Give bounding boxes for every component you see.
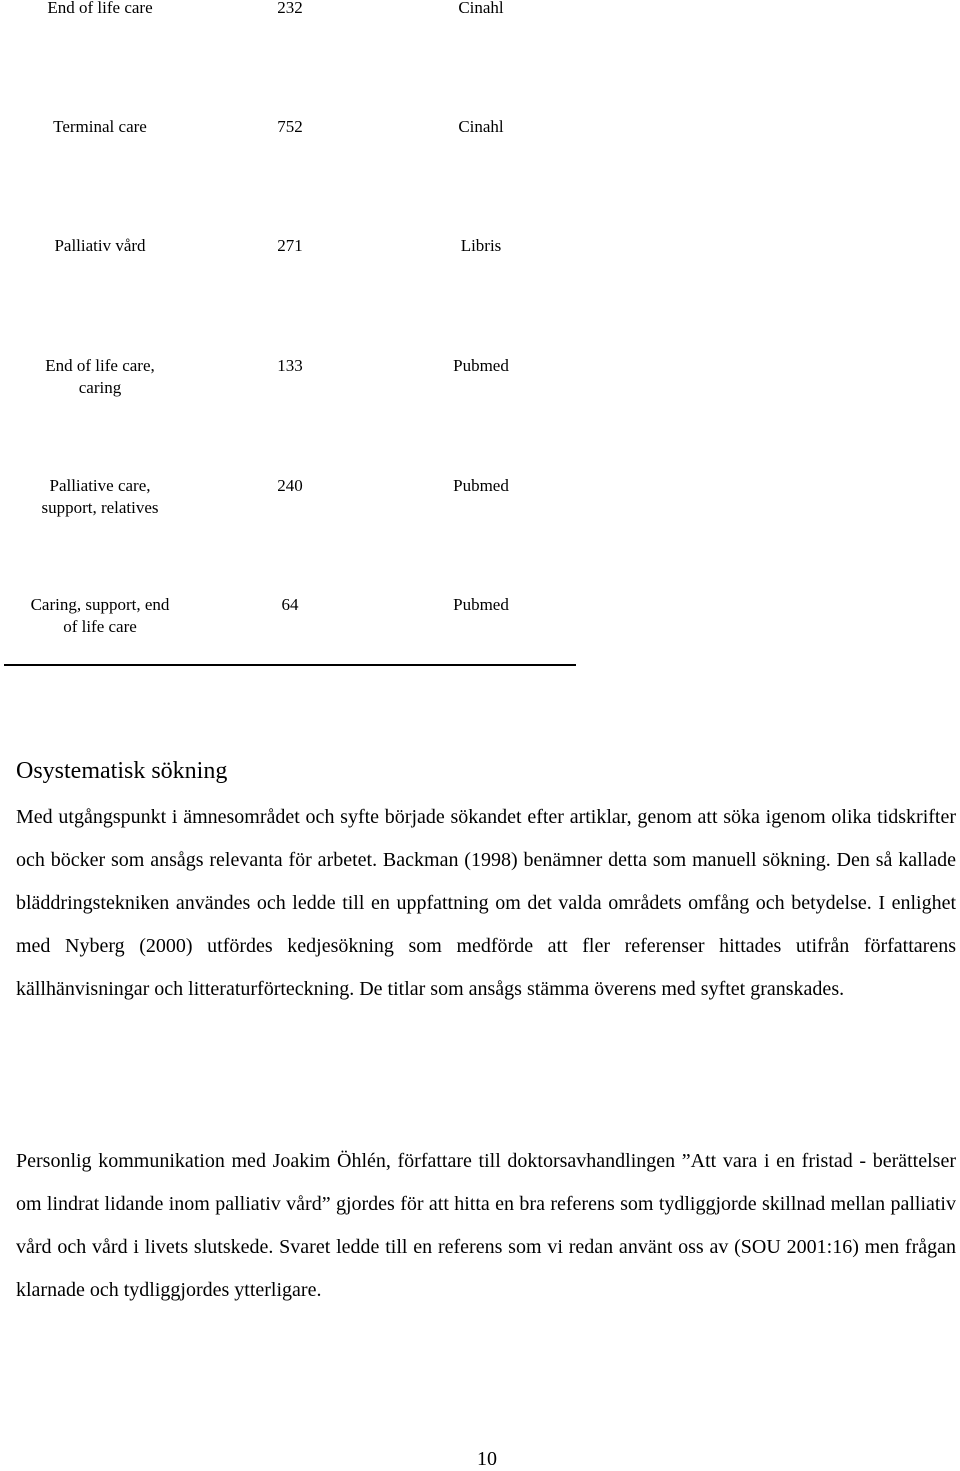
search-term-cell: Palliative care, support, relatives [41, 476, 159, 517]
database-cell: Pubmed [453, 476, 509, 495]
database-cell: Cinahl [458, 117, 504, 136]
database-cell: Libris [460, 236, 502, 255]
database-cell: Pubmed [453, 356, 509, 375]
search-term-cell: End of life care [47, 0, 153, 17]
database-cell: Pubmed [453, 595, 509, 614]
section-heading: Osystematisk sökning [16, 758, 228, 784]
hit-count-cell: 133 [277, 356, 303, 375]
hit-count-cell: 240 [277, 476, 303, 495]
hit-count-cell: 232 [277, 0, 303, 17]
table-bottom-rule [4, 664, 576, 666]
hit-count-cell: 271 [277, 236, 303, 255]
search-term-cell: Caring, support, end of life care [30, 595, 170, 636]
hit-count-cell: 752 [277, 117, 303, 136]
body-paragraph: Med utgångspunkt i ämnesområdet och syfte började sökandet efter artiklar, genom att söka igenom olika tidskrifter och böcker som ansågs relevanta för arbetet. Backman (1998) benämner detta som manuell sökning. Den så kallade bläddringstekniken användes och ledde till en uppfattning om det valda områdets omfång och betydelse. I enlighet med Nyberg (2000) utfördes kedjesökning som medförde att fler referenser hittades utifrån författarens källhänvisningar och litteraturförteckning. De titlar som ansågs stämma överens med syftet granskades. [16, 806, 956, 1000]
page-number: 10 [477, 1448, 497, 1470]
hit-count-cell: 64 [281, 595, 299, 614]
search-term-cell: Palliativ vård [54, 236, 146, 255]
search-term-cell: Terminal care [53, 117, 147, 136]
database-cell: Cinahl [458, 0, 504, 17]
body-paragraph: Personlig kommunikation med Joakim Öhlén, författare till doktorsavhandlingen ”Att vara i en fristad - berättelser om lindrat lidande inom palliativ vård” gjordes för att hitta en bra referens som tydliggjorde skillnad mellan palliativ vård och vård i livets slutskede. Svaret ledde till en referens som vi redan använt oss av (SOU 2001:16) men frågan klarnade och tydliggjordes ytterligare. [16, 1150, 956, 1301]
search-term-cell: End of life care, caring [45, 356, 155, 397]
